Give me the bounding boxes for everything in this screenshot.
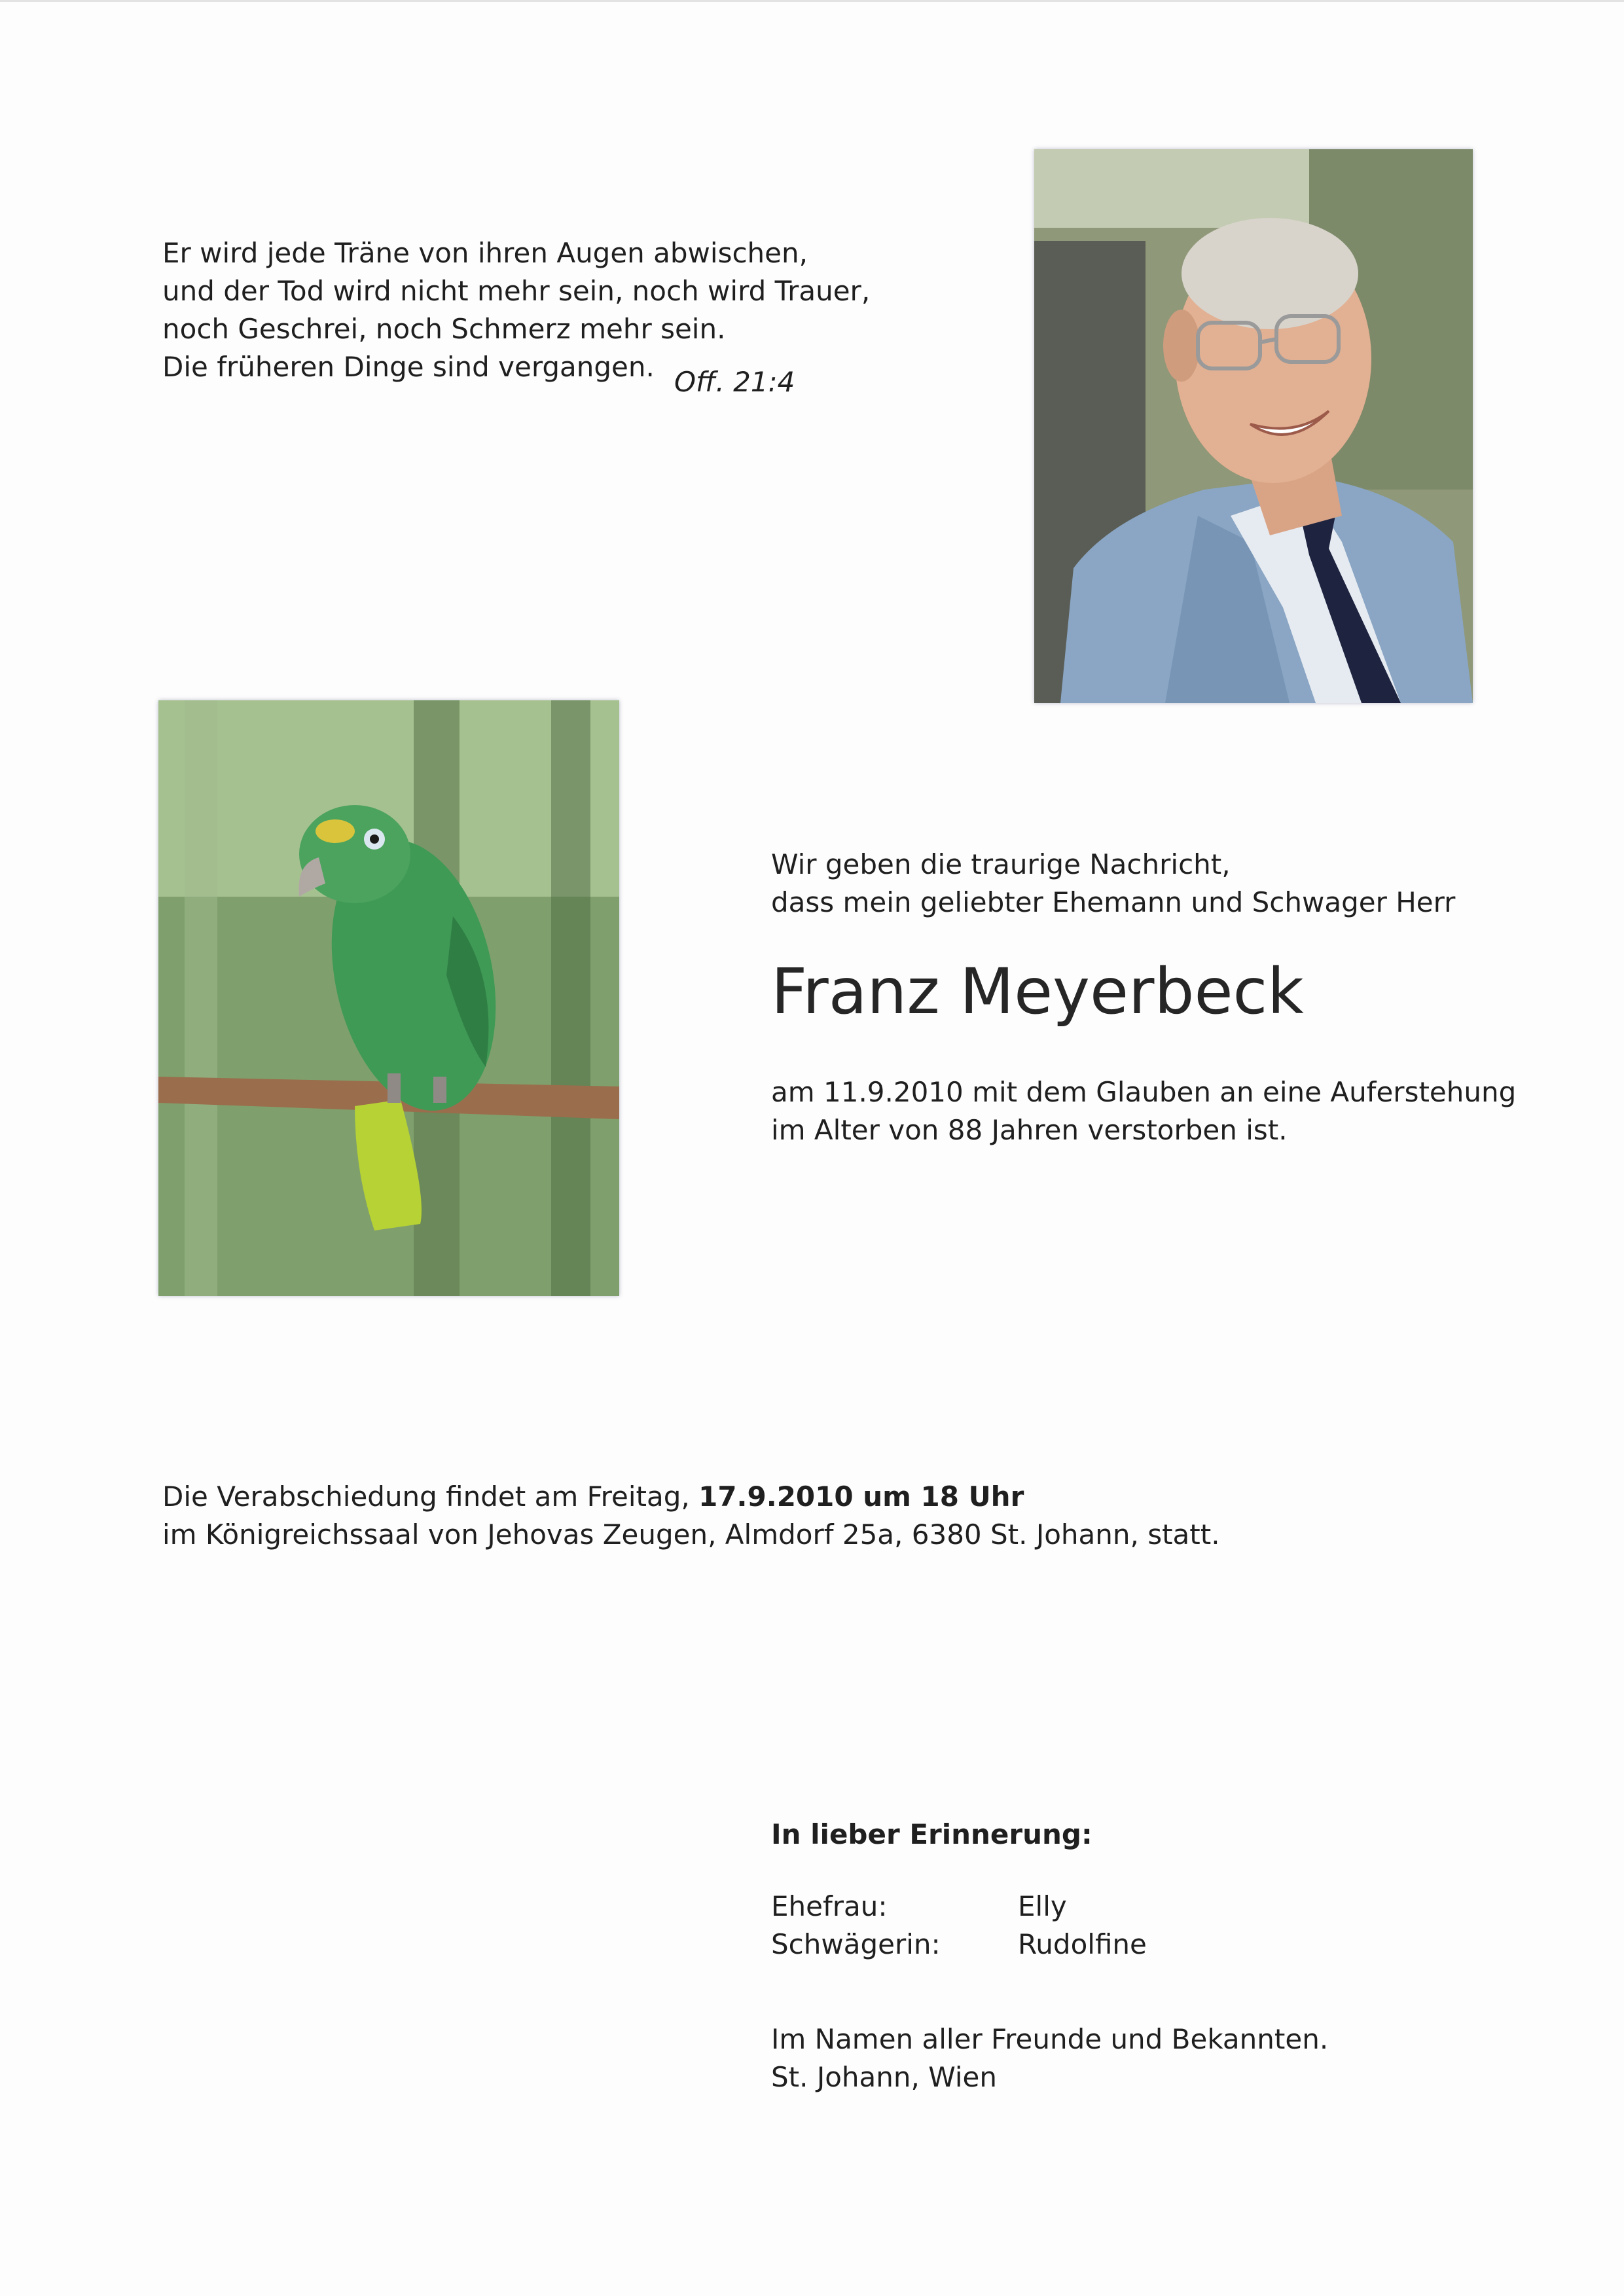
- closing-line: St. Johann, Wien: [771, 2061, 997, 2093]
- closing-line: Im Namen aller Freunde und Bekannten.: [771, 2023, 1329, 2055]
- relative-name: Rudolfine: [1018, 1928, 1147, 1960]
- scan-edge: [0, 0, 1624, 2]
- service-info: [162, 1478, 1220, 1554]
- parrot-illustration: [158, 700, 619, 1296]
- deceased-name: Franz Meyerbeck: [771, 955, 1304, 1028]
- service-location: im Königreichssaal von Jehovas Zeugen, Almdorf 25a, 6380 St. Johann, statt.: [162, 1518, 1220, 1551]
- death-notice-line: im Alter von 88 Jahren verstorben ist.: [771, 1114, 1288, 1146]
- portrait-illustration: [1034, 149, 1473, 703]
- announcement-line: Wir geben die traurige Nachricht,: [771, 848, 1231, 880]
- verse-reference: Off. 21:4: [674, 366, 795, 398]
- verse-line: noch Geschrei, noch Schmerz mehr sein.: [162, 313, 726, 345]
- service-prefix: Die Verabschiedung findet am Freitag,: [162, 1480, 699, 1513]
- portrait-photo: [1034, 149, 1473, 703]
- verse-line: und der Tod wird nicht mehr sein, noch wird Trauer,: [162, 275, 871, 307]
- relative-role: Ehefrau:: [771, 1890, 888, 1922]
- parrot-photo: [158, 700, 619, 1296]
- announcement-line: dass mein geliebter Ehemann und Schwager Herr: [771, 886, 1456, 918]
- relative-role: Schwägerin:: [771, 1928, 941, 1960]
- closing-note: [771, 2020, 1328, 2096]
- relative-name: Elly: [1018, 1890, 1067, 1922]
- verse-line: Die früheren Dinge sind vergangen.: [162, 351, 655, 383]
- death-notice: [771, 1073, 1516, 1149]
- verse-line: Er wird jede Träne von ihren Augen abwischen,: [162, 237, 808, 269]
- service-date-time: 17.9.2010 um 18 Uhr: [698, 1480, 1024, 1513]
- memory-title: In lieber Erinnerung:: [771, 1818, 1092, 1850]
- death-notice-line: am 11.9.2010 mit dem Glauben an eine Auferstehung: [771, 1076, 1517, 1108]
- announcement: [771, 846, 1455, 922]
- service-line-1: [162, 1478, 1220, 1516]
